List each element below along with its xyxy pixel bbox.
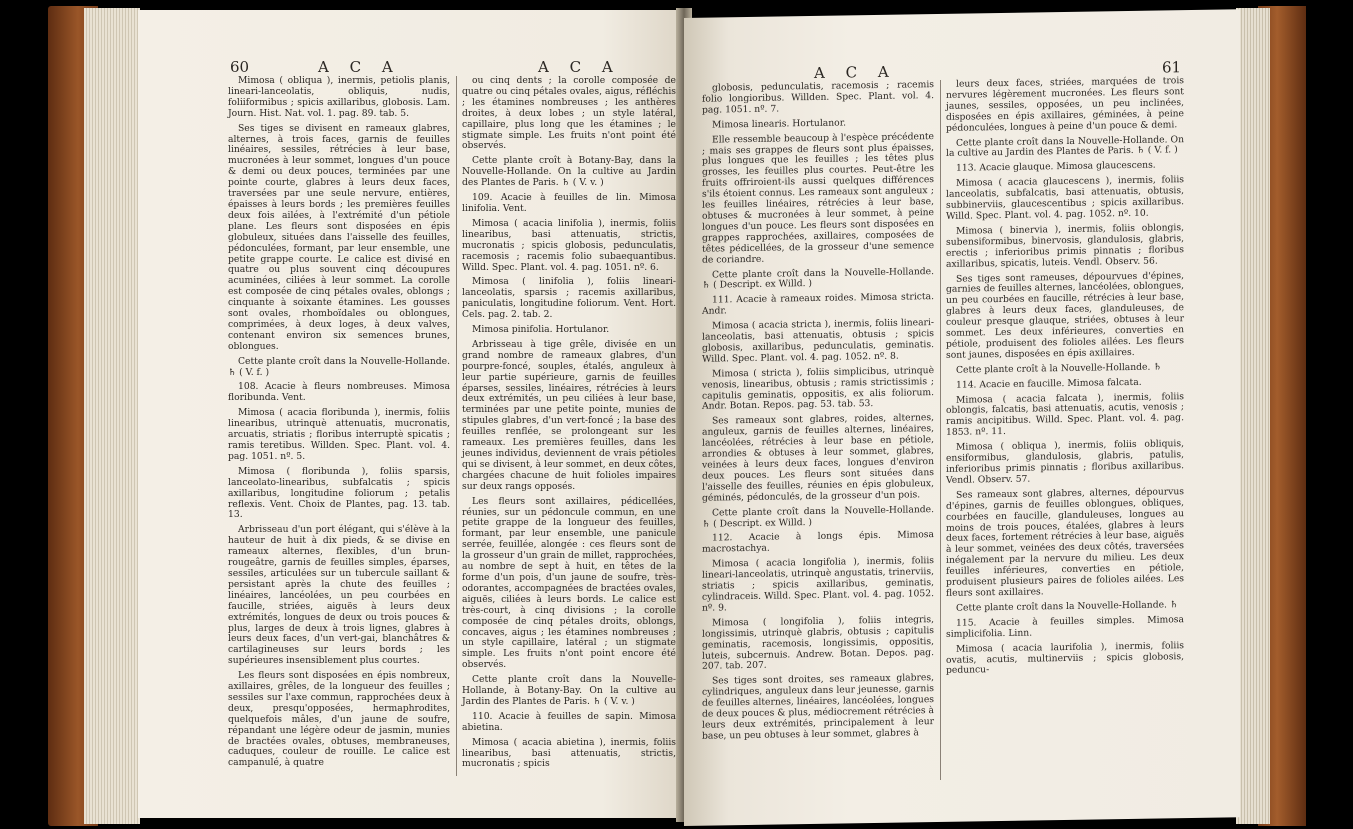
paragraph: leurs deux faces, striées, marquées de trois nervures légèrement mucronées. Les fleurs sont jaunes, sessiles, opposées, un peu inclinées, disposées en épis axillaires, géminées, à peine pédonculées, longues à peine d'un pouce & demi. bbox=[946, 75, 1184, 134]
paragraph: Mimosa ( acacia laurifolia ), inermis, foliis ovatis, acutis, multinerviis ; spicis globosis, peduncu- bbox=[946, 639, 1184, 677]
left-page-edges bbox=[84, 8, 140, 824]
paragraph: Cette plante croît dans la Nouvelle-Hollande. ♄ ( Descript. ex Willd. ) bbox=[702, 265, 934, 292]
paragraph: Mimosa ( obliqua ), inermis, petiolis planis, lineari-lanceolatis, obliquis, nudis, foliiformibus ; spicis axillaribus, globosis. Lam. Journ. Hist. Nat. vol. 1. pag. 89. tab. 5. bbox=[228, 75, 450, 119]
paragraph: Mimosa ( longifolia ), foliis integris, longissimis, utrinquè glabris, obtusis ; capitulis geminatis, racemosis, longissimis, oppositis, luteis, subcernuis. Andrew. Botan. Depos. pag. 207. tab. 207. bbox=[702, 613, 934, 673]
paragraph: Les fleurs sont axillaires, pédicellées, réunies, sur un pédoncule commun, en une petite grappe de la longueur des feuilles, formant, par leur ensemble, une panicule serrée, feuillée, alongée : ces fleurs sont de la grosseur d'un grain de millet, rapprochées, au nombre de sept à huit, en têtes de la forme d'un pois, d'un jaune de soufre, très-odorantes, accompagnées de bractées ovales, aiguës, ciliées à leurs bords. Le calice est très-court, à cinq divisions ; la corolle composée de cinq pétales droits, oblongs, concaves, aigus ; les étamines nombreuses ; un style capillaire, latéral ; un stigmate simple. Les fruits n'ont point encore été observés. bbox=[462, 495, 676, 671]
paragraph: Cette plante croît dans la Nouvelle-Hollande. ♄ bbox=[956, 599, 1179, 614]
paragraph: Cette plante croît dans la Nouvelle-Hollande. On la cultive au Jardin des Plantes de Paris. ♄ ( V. f. ) bbox=[946, 133, 1184, 160]
paragraph: Arbrisseau à tige grêle, divisée en un grand nombre de rameaux glabres, d'un pourpre-foncé, souples, étalés, anguleux à leur partie supérieure, garnis de feuilles éparses, sessiles, linéaires, rétrécies à leurs deux extrémités, un peu ciliées à leur base, terminées par une petite pointe, munies de stipules glabres, d'un vert-foncé ; la base des feuilles renflée, se prolongeant sur les rameaux. Les premières feuilles, dans les jeunes individus, deviennent de vrais pétioles qui se divisent, à leur sommet, en deux côtes, chargées chacune de huit folioles impaires sur deux rangs opposés. bbox=[462, 338, 676, 492]
left-page bbox=[138, 10, 684, 818]
paragraph: 111. Acacie à rameaux roides. Mimosa stricta. Andr. bbox=[702, 291, 934, 317]
left-header-2: A C A bbox=[538, 58, 621, 76]
column-rule bbox=[456, 76, 457, 776]
paragraph: 110. Acacie à feuilles de sapin. Mimosa abietina. bbox=[462, 710, 676, 733]
paragraph: 113. Acacie glauque. Mimosa glaucescens. bbox=[956, 159, 1156, 175]
paragraph: Ses tiges se divisent en rameaux glabres, alternes, à trois faces, garnis de feuilles linéaires, sessiles, rétrécies à leur base, mucronées à leur sommet, longues d'un pouce & demi ou deux pouces, terminées par une pointe courte, glabres à leurs deux faces, traversées par une seule nervure, entières, épaisses à leurs bords ; les premières feuilles deux fois ailées, à l'extrémité d'un pétiole plane. Les fleurs sont disposées en épis globuleux, situées dans l'aisselle des feuilles, pédonculées, formant, par leur ensemble, une petite grappe courte. Le calice est divisé en quatre ou plus souvent cinq découpures acuminées, ciliées à leur sommet. La corolle est composée de cinq pétales ovales, oblongs ; cinquante à soixante étamines. Les gousses sont ovales, rhomboïdales ou oblongues, comprimées, à deux loges, à deux valves, contenant environ six semences brunes, oblongues. bbox=[228, 122, 450, 352]
paragraph: Cette plante croît dans la Nouvelle-Hollande. ♄ ( Descript. ex Willd. ) bbox=[702, 503, 934, 530]
paragraph: 115. Acacie à feuilles simples. Mimosa simplicifolia. Linn. bbox=[946, 613, 1184, 640]
paragraph: Mimosa ( acacia stricta ), inermis, foliis lineari-lanceolatis, basi attenuatis, obtusis ; spicis globosis, axillaribus, pedunculatis, geminatis. Willd. Spec. Plant. vol. 4. pag. 1052. nº. 8. bbox=[702, 317, 934, 365]
left-page-number: 60 bbox=[230, 58, 250, 76]
paragraph: Mimosa ( acacia falcata ), inermis, foliis oblongis, falcatis, basi attenuatis, acutis, venosis ; ramis ancipitibus. Willd. Spec. Plant. vol. 4. pag. 1853. nº. 11. bbox=[946, 390, 1184, 439]
paragraph: Cette plante croît à Botany-Bay, dans la Nouvelle-Hollande. On la cultive au Jardin des Plantes de Paris. ♄ ( V. v. ) bbox=[462, 155, 676, 189]
paragraph: 114. Acacie en faucille. Mimosa falcata. bbox=[956, 376, 1142, 391]
paragraph: Les fleurs sont disposées en épis nombreux, axillaires, grêles, de la longueur des feuilles ; sessiles sur l'axe commun, rapprochées deux à deux, presqu'opposées, hermaphrodites, quelquefois mâles, d'un jaune de soufre, répandant une légère odeur de jasmin, munies de bractées ovales, obtuses, membraneuses, caduques, couleur de rouille. Le calice est campanulé, à quatre bbox=[228, 670, 450, 769]
right-page-number: 61 bbox=[1162, 58, 1182, 77]
paragraph: Cette plante croît dans la Nouvelle-Hollande, à Botany-Bay. On la cultive au Jardin des Plantes de Paris. ♄ ( V. v. ) bbox=[462, 674, 676, 707]
paragraph: Mimosa pinifolia. Hortulanor. bbox=[472, 324, 610, 336]
paragraph: Mimosa ( stricta ), foliis simplicibus, utrinquè venosis, linearibus, obtusis ; ramis strictissimis ; capitulis geminatis, oppositis, ex alis foliorum. Andr. Botan. Repos. pag. 53. tab. 53. bbox=[702, 364, 934, 413]
right-page-edges bbox=[1236, 8, 1270, 824]
paragraph: globosis, pedunculatis, racemosis ; racemis folio longioribus. Willden. Spec. Plant. vol. 4. pag. 1051. nº. 7. bbox=[702, 79, 934, 116]
paragraph: Ses tiges sont rameuses, dépourvues d'épines, garnies de feuilles alternes, lancéolées, oblongues, un peu courbées en faucille, rétrécies à leur base, glabres à leurs deux faces, glanduleuses, de couleur presque glauque, striées, obtuses à leur sommet. Les deux inférieures, converties en pétiole, produisent des folioles ailées. Les fleurs sont jaunes, disposées en épis axillaires. bbox=[946, 269, 1184, 361]
right-page bbox=[684, 9, 1240, 826]
column-rule bbox=[940, 80, 941, 780]
paragraph: Cette plante croît dans la Nouvelle-Hollande. ♄ ( V. f. ) bbox=[228, 355, 450, 378]
paragraph: Elle ressemble beaucoup à l'espèce précédente ; mais ses grappes de fleurs sont plus épaisses, plus longues que les feuilles ; les têtes plus grosses, les feuilles plus courtes. Peut-être les fruits offriroient-ils aussi quelques différences s'ils étoient connus. Les rameaux sont anguleux ; les feuilles linéaires, rétrécies à leur base, obtuses & mucronées à leur sommet, à peine longues d'un pouce. Les fleurs sont disposées en grappes rapprochées, axillaires, composées de têtes pédicellées, de la grosseur d'une semence de coriandre. bbox=[702, 130, 934, 266]
paragraph: Mimosa ( acacia glaucescens ), inermis, foliis lanceolatis, subfalcatis, basi attenuatis, obtusis, subbinerviis, glaucescentibus ; spicis axillaribus. Willd. Spec. Plant. vol. 4. pag. 1052. nº. 10. bbox=[946, 174, 1184, 222]
paragraph: Mimosa ( obliqua ), inermis, foliis obliquis, ensiformibus, glandulosis, glabris, patulis, inferioribus primis pinnatis ; floribus axillaribus. Vendl. Observ. 57. bbox=[946, 438, 1184, 486]
paragraph: Mimosa ( floribunda ), foliis sparsis, lanceolato-linearibus, subfalcatis ; spicis axillaribus, longitudine foliorum ; petalis reflexis. Vent. Choix de Plantes, pag. 13. tab. 13. bbox=[228, 465, 450, 521]
right-column-1 bbox=[702, 80, 934, 746]
paragraph: Mimosa ( acacia longifolia ), inermis, foliis lineari-lanceolatis, utrinquè angustatis, trinerviis, striatis ; spicis axillaribus, geminatis, cylindraceis. Willd. Spec. Plant. vol. 4. pag. 1052. nº. 9. bbox=[702, 555, 934, 614]
paragraph: Mimosa ( acacia linifolia ), inermis, foliis linearibus, basi attenuatis, strictis, mucronatis ; spicis globosis, pedunculatis, racemosis ; racemis folio subaequantibus. Willd. Spec. Plant. vol. 4. pag. 1051. nº. 6. bbox=[462, 217, 676, 273]
paragraph: 108. Acacie à fleurs nombreuses. Mimosa floribunda. Vent. bbox=[228, 381, 450, 404]
paragraph: Arbrisseau d'un port élégant, qui s'élève à la hauteur de huit à dix pieds, & se divise en rameaux alternes, flexibles, d'un brun-rougeâtre, garnis de feuilles simples, éparses, sessiles, articulées sur un tubercule saillant & persistant après la chute des feuilles ; linéaires, lancéolées, un peu courbées en faucille, striées, aiguës à leurs deux extrémités, longues de deux ou trois pouces & plus, larges de deux à trois lignes, glabres à leurs deux faces, d'un vert-gai, blanchâtres & cartilagineuses sur leurs bords ; les supérieures insensiblement plus courtes. bbox=[228, 524, 450, 667]
paragraph: 109. Acacie à feuilles de lin. Mimosa linifolia. Vent. bbox=[462, 192, 676, 214]
left-header-1: A C A bbox=[318, 58, 401, 76]
paragraph: ou cinq dents ; la corolle composée de quatre ou cinq pétales ovales, aigus, réfléchis ; les étamines nombreuses ; les anthères droites, à deux lobes ; un style latéral, capillaire, plus long que les étamines ; le stigmate simple. Les fruits n'ont point été observés. bbox=[462, 75, 676, 152]
left-column-2 bbox=[462, 76, 676, 774]
paragraph: 112. Acacie à longs épis. Mimosa macrostachya. bbox=[702, 529, 934, 556]
paragraph: Mimosa ( binervia ), inermis, foliis oblongis, subensiformibus, binervosis, glandulosis, glabris, erectis ; inferioribus primis pinnatis ; floribus axillaribus, spicatis, luteis. Vendl. Observ. 56. bbox=[946, 222, 1184, 270]
right-column-2 bbox=[946, 76, 1184, 681]
paragraph: Ses rameaux sont glabres, roides, alternes, anguleux, garnis de feuilles alternes, linéaires, lancéolées, rétrécies à leur base en pétiole, arrondies & obtuses à leur sommet, glabres, veinées à leurs deux faces, longues d'environ deux pouces. Les fleurs sont situées dans l'aisselle des feuilles, réunies en épis globuleux, géminés, pédonculés, de la grosseur d'un pois. bbox=[702, 412, 934, 504]
right-header: A C A bbox=[814, 62, 897, 82]
paragraph: Ses tiges sont droites, ses rameaux glabres, cylindriques, anguleux dans leur jeunesse, garnis de feuilles alternes, linéaires, lancéolées, longues de deux pouces & plus, médiocrement rétrécies à leurs deux extrémités, principalement à leur base, un peu obtuses à leur sommet, glabres à bbox=[702, 672, 934, 742]
paragraph: Ses rameaux sont glabres, alternes, dépourvus d'épines, garnis de feuilles oblongues, obliques, courbées en faucille, glanduleuses, longues au moins de trois pouces, étalées, glabres à leurs deux faces, fortement rétrécies à leur base, aiguës à leur sommet, veinées des deux côtés, traversées inégalement par la nervure du milieu. Les deux feuilles inférieures, converties en pétiole, produisent plusieurs paires de folioles ailées. Les fleurs sont axillaires. bbox=[946, 485, 1184, 599]
paragraph: Mimosa ( acacia floribunda ), inermis, foliis linearibus, utrinquè attenuatis, mucronatis, arcuatis, striatis ; floribus interruptè spicatis ; ramis teretibus. Willden. Spec. Plant. vol. 4. pag. 1051. nº. 5. bbox=[228, 407, 450, 462]
paragraph: Mimosa ( linifolia ), foliis lineari-lanceolatis, sparsis ; racemis axillaribus, paniculatis, longitudine foliorum. Vent. Hort. Cels. pag. 2. tab. 2. bbox=[462, 276, 676, 321]
paragraph: Mimosa linearis. Hortulanor. bbox=[712, 117, 847, 131]
paragraph: Mimosa ( acacia abietina ), inermis, foliis linearibus, basi attenuatis, strictis, mucronatis ; spicis bbox=[462, 736, 676, 770]
paragraph: Cette plante croît à la Nouvelle-Hollande. ♄ bbox=[956, 361, 1162, 376]
left-column-1 bbox=[228, 76, 450, 773]
